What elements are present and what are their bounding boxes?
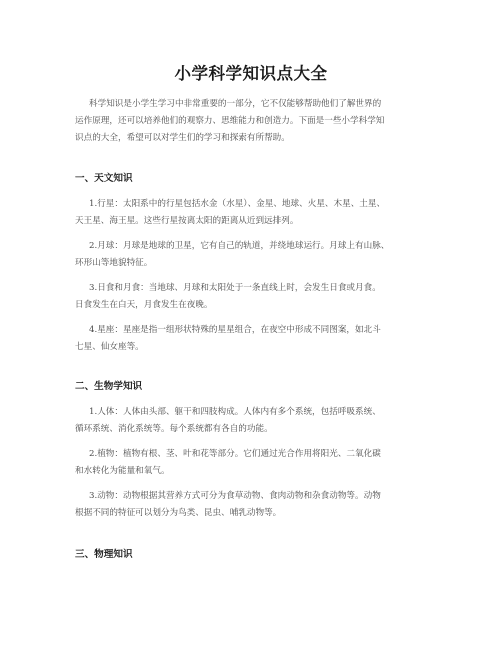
item-line: 1.行星：太阳系中的行星包括水金（水星）、金星、地球、火星、木星、土星、	[89, 199, 386, 209]
item-line: 1.人体：人体由头部、躯干和四肢构成。人体内有多个系统，包括呼吸系统、	[89, 407, 381, 417]
item-line: 3.日食和月食：当地球、月球和太阳处于一条直线上时，会发生日食或月食。	[89, 283, 381, 293]
item-line: 七星、仙女座等。	[75, 342, 144, 352]
item-line: 3.动物：动物根据其营养方式可分为食草动物、食肉动物和杂食动物等。动物	[89, 491, 381, 501]
astronomy-item-3	[75, 280, 435, 314]
intro-line: 识点的大全，希望可以对学生们的学习和探索有所帮助。	[75, 133, 290, 143]
biology-item-1	[75, 404, 435, 438]
document-title: 小学科学知识点大全	[174, 64, 328, 83]
astronomy-item-2	[75, 238, 435, 272]
item-line: 根据不同的特征可以划分为鸟类、昆虫、哺乳动物等。	[75, 508, 282, 518]
item-line: 和水转化为能量和氧气。	[75, 466, 170, 476]
intro-line: 运作原理，还可以培养他们的观察力、思维能力和创造力。下面是一些小学科学知	[75, 116, 385, 126]
intro-line: 科学知识是小学生学习中非常重要的一部分，它不仅能够帮助他们了解世界的	[89, 99, 382, 109]
astronomy-item-1	[75, 196, 435, 230]
item-line: 2.植物：植物有根、茎、叶和花等部分。它们通过光合作用将阳光、二氧化碳	[89, 449, 381, 459]
item-line: 日食发生在白天，月食发生在夜晚。	[75, 300, 213, 310]
biology-item-3	[75, 488, 435, 522]
item-line: 天王星、海王星。这些行星按离太阳的距离从近到远排列。	[75, 216, 299, 226]
astronomy-item-4	[75, 322, 435, 356]
item-line: 2.月球：月球是地球的卫星，它有自己的轨道，并绕地球运行。月球上有山脉、	[89, 241, 390, 251]
item-line: 环形山等地貌特征。	[75, 258, 153, 268]
section-heading-astronomy: 一、天文知识	[75, 173, 133, 184]
section-heading-biology: 二、生物学知识	[75, 381, 143, 392]
intro-paragraph	[75, 96, 435, 147]
item-line: 4.星座：星座是指一组形状特殊的星星组合，在夜空中形成不同图案，如北斗	[89, 325, 381, 335]
biology-item-2	[75, 446, 435, 480]
section-heading-physics: 三、物理知识	[75, 549, 133, 560]
item-line: 循环系统、消化系统等。每个系统都有各自的功能。	[75, 424, 273, 434]
